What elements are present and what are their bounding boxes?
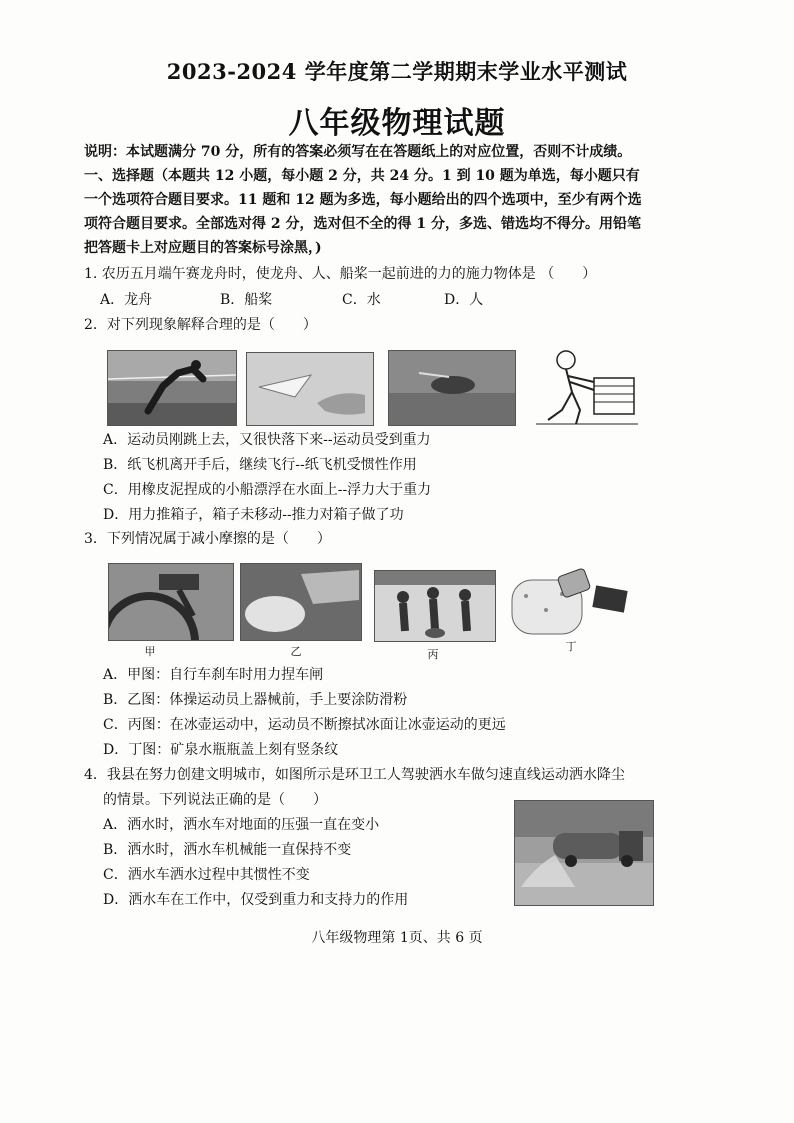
- q1-stem: 1. 农历五月端午赛龙舟时，使龙舟、人、船桨一起前进的力的施力物体是 （ ）: [84, 266, 597, 282]
- q3-caption-ding: 丁: [565, 640, 577, 653]
- q2-image-push-box: [532, 346, 640, 430]
- q4-option-d: D．洒水车在工作中，仅受到重力和支持力的作用: [103, 892, 409, 908]
- q2-option-b: B．纸飞机离开手后，继续飞行--纸飞机受惯性作用: [103, 457, 417, 473]
- q3-caption-yi: 乙: [290, 645, 302, 658]
- exam-title: 2023-2024 学年度第二学期期末学业水平测试: [166, 59, 628, 84]
- q1-option-c: C．水: [342, 292, 381, 308]
- q3-caption-jia: 甲: [144, 645, 156, 658]
- q3-option-d: D．丁图：矿泉水瓶瓶盖上刻有竖条纹: [103, 742, 339, 758]
- exam-subtitle: 八年级物理试题: [288, 106, 506, 141]
- q4-option-b: B．洒水时，洒水车机械能一直保持不变: [103, 842, 352, 858]
- q4-stem-line2: 的情景。下列说法正确的是（ ）: [103, 792, 327, 808]
- q2-option-d: D．用力推箱子，箱子未移动--推力对箱子做了功: [103, 507, 404, 523]
- q2-image-clay-boat: [388, 350, 516, 426]
- q3-image-gymnast-powder: [240, 563, 362, 641]
- q1-option-d: D．人: [444, 292, 484, 308]
- q2-option-a: A．运动员刚跳上去，又很快落下来--运动员受到重力: [103, 432, 431, 448]
- q3-image-bottle-cap: [506, 566, 632, 638]
- section1-line4: 把答题卡上对应题目的答案标号涂黑，): [84, 240, 322, 256]
- q2-stem: 2．对下列现象解释合理的是（ ）: [84, 317, 317, 333]
- q3-image-bike-brake: [108, 563, 234, 641]
- q4-option-a: A．洒水时，洒水车对地面的压强一直在变小: [103, 817, 380, 833]
- q4-image-sprinkler-truck: [514, 800, 654, 906]
- q4-stem-line1: 4．我县在努力创建文明城市，如图所示是环卫工人驾驶洒水车做匀速直线运动洒水降尘: [84, 767, 625, 783]
- section1-line3: 项符合题目要求。全部选对得 2 分，选对但不全的得 1 分，多选、错选均不得分。用铅笔: [84, 216, 641, 232]
- section1-line1: 一、选择题（本题共 12 小题，每小题 2 分，共 24 分。1 到 10 题为单选，每小题只有: [84, 168, 640, 184]
- q2-image-high-jump: [107, 350, 237, 426]
- q3-option-b: B．乙图：体操运动员上器械前，手上要涂防滑粉: [103, 692, 408, 708]
- q2-image-paper-plane: [246, 352, 374, 426]
- q4-option-c: C．洒水车洒水过程中其惯性不变: [103, 867, 310, 883]
- instructions-note: 说明：本试题满分 70 分，所有的答案必须写在在答题纸上的对应位置，否则不计成绩。: [84, 144, 632, 160]
- q3-stem: 3．下列情况属于减小摩擦的是（ ）: [84, 531, 331, 547]
- q2-option-c: C．用橡皮泥捏成的小船漂浮在水面上--浮力大于重力: [103, 482, 432, 498]
- q1-option-b: B．船桨: [220, 292, 273, 308]
- section1-line2: 一个选项符合题目要求。11 题和 12 题为多选，每小题给出的四个选项中，至少有两个选: [84, 192, 642, 208]
- q1-option-a: A．龙舟: [100, 292, 153, 308]
- page-footer: 八年级物理第 1页、共 6 页: [311, 930, 483, 946]
- q3-caption-bing: 丙: [427, 648, 439, 661]
- q3-image-curling: [374, 570, 496, 642]
- q3-option-a: A．甲图：自行车刹车时用力捏车闸: [103, 667, 324, 683]
- q3-option-c: C．丙图：在冰壶运动中，运动员不断擦拭冰面让冰壶运动的更远: [103, 717, 506, 733]
